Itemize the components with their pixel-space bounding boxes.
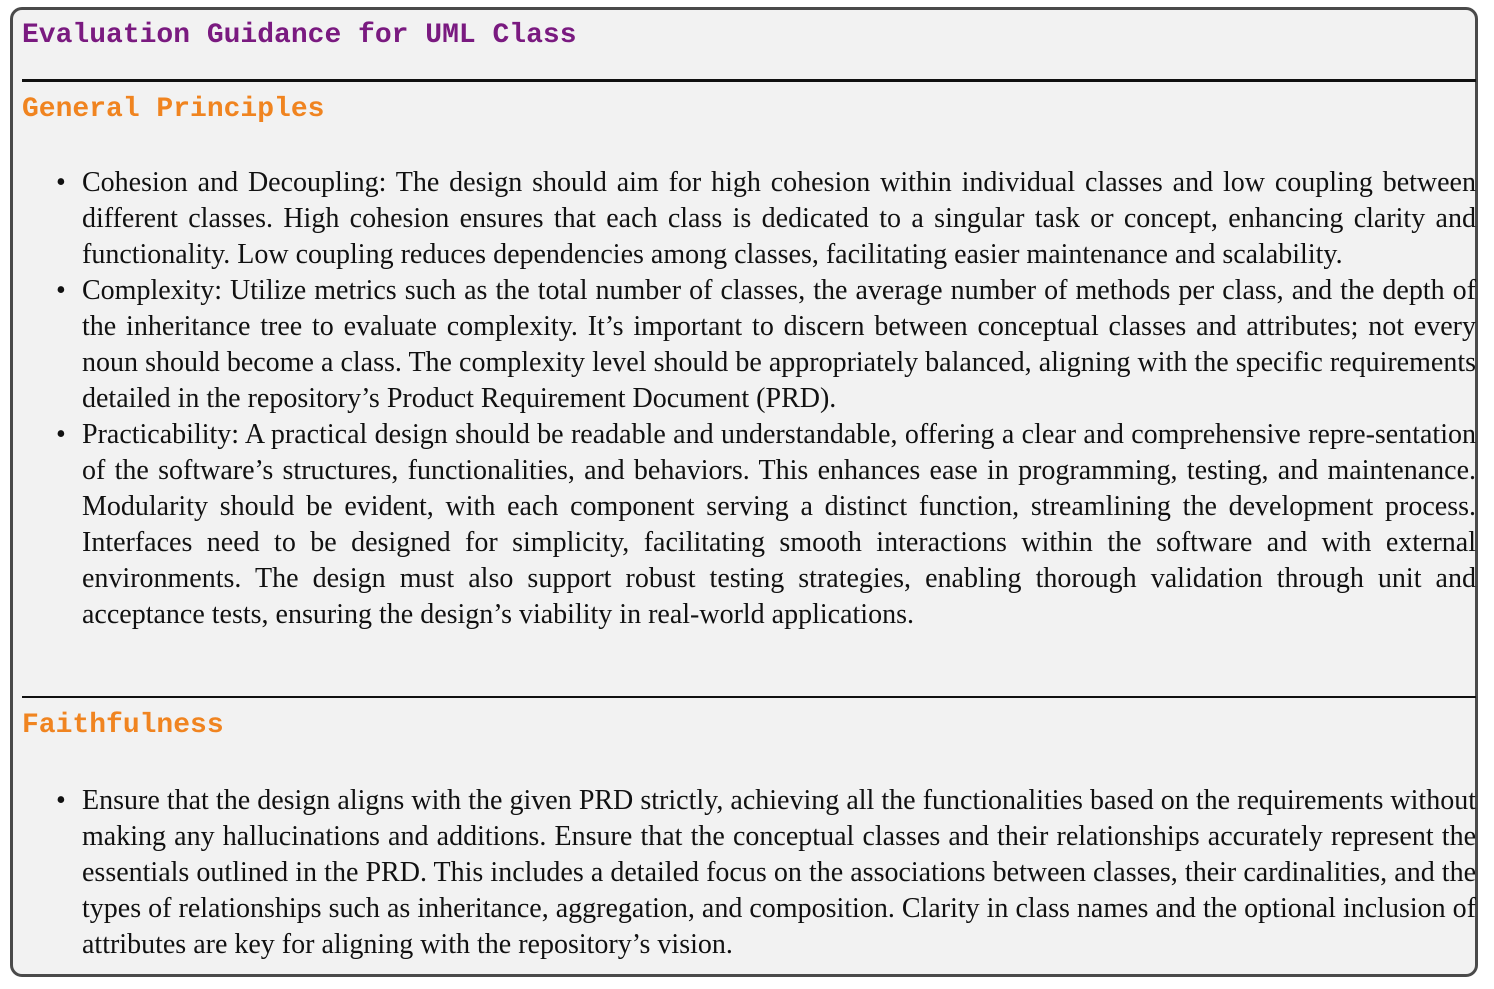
title-divider [22, 79, 1476, 82]
bullet-icon: • [56, 419, 66, 450]
bullet-icon: • [56, 275, 66, 306]
list-item-text: Complexity: Utilize metrics such as the total number of classes, the average number of methods per class, and the depth of the inheritance tree to evaluate complexity. It’s important to discern between conceptual classes and attributes; not every noun should become a class. The complexity level should be appropriately balanced, aligning with the specific requirements detailed in the repository’s Product Requirement Document (PRD). [82, 275, 1476, 414]
list-item [56, 783, 1476, 963]
list-item [56, 417, 1476, 633]
general-principles-list [56, 165, 1476, 633]
section-heading-faithfulness: Faithfulness [22, 710, 224, 741]
list-item-text: Cohesion and Decoupling: The design should aim for high cohesion within individual classes and low coupling between different classes. High cohesion ensures that each class is dedicated to a singular task or concept, enhancing clarity and functionality. Low coupling reduces dependencies among classes, facilitating easier maintenance and scalability. [82, 167, 1476, 270]
panel-title: Evaluation Guidance for UML Class [22, 20, 577, 51]
faithfulness-list [56, 783, 1476, 963]
list-item-text: Practicability: A practical design should be readable and understandable, offering a clear and comprehensive repre-sentation of the software’s structures, functionalities, and behaviors. This enhances ease in programming, testing, and maintenance. Modularity should be evident, with each component serving a distinct function, streamlining the development process. Interfaces need to be designed for simplicity, facilitating smooth interactions within the software and with external environments. The design must also support robust testing strategies, enabling thorough validation through unit and acceptance tests, ensuring the design’s viability in real-world applications. [82, 419, 1476, 630]
bullet-icon: • [56, 167, 66, 198]
list-item [56, 273, 1476, 417]
list-item [56, 165, 1476, 273]
section-heading-general-principles: General Principles [22, 94, 325, 125]
section-divider [22, 696, 1476, 698]
list-item-text: Ensure that the design aligns with the given PRD strictly, achieving all the functionalities based on the requirements without making any hallucinations and additions. Ensure that the conceptual classes and their relationships accurately represent the essentials outlined in the PRD. This includes a detailed focus on the associations between classes, their cardinalities, and the types of relationships such as inheritance, aggregation, and composition. Clarity in class names and the optional inclusion of attributes are key for aligning with the repository’s vision. [82, 785, 1476, 960]
bullet-icon: • [56, 785, 66, 816]
